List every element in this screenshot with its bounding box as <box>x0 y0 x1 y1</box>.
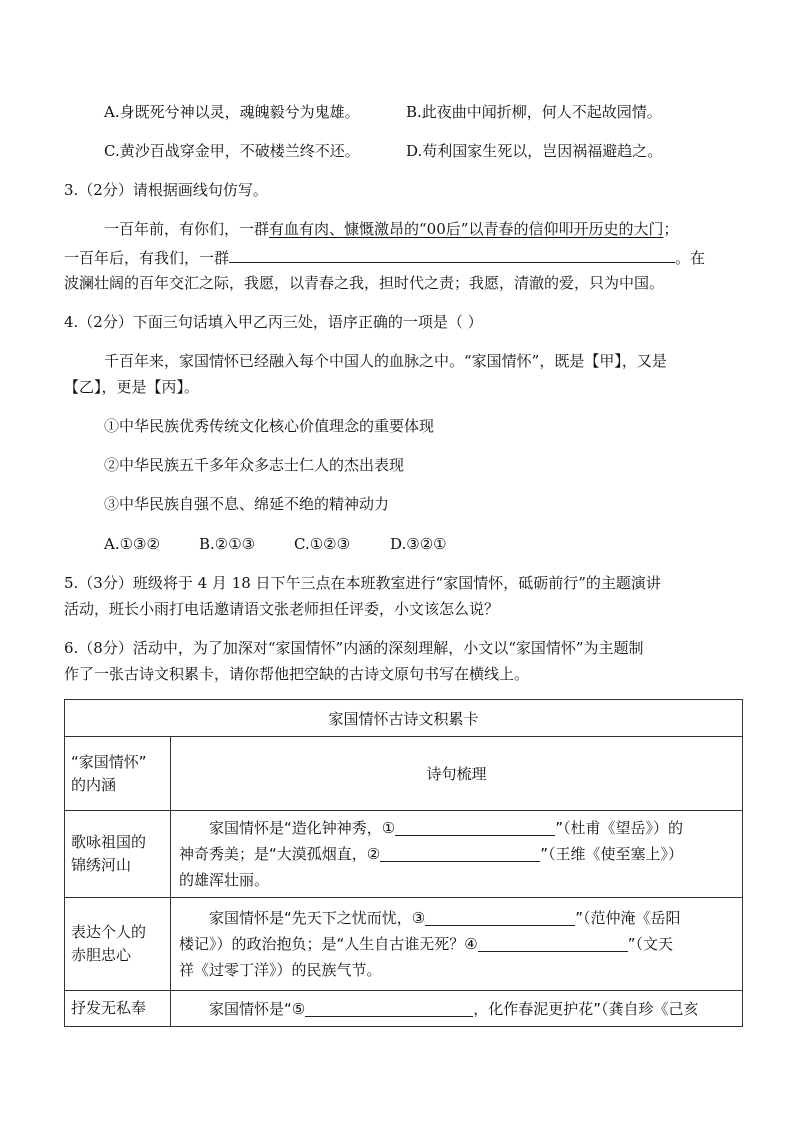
card-row-2-text-a: 家国情怀是“先天下之忧而忧，③ <box>209 909 426 927</box>
card-row-2-text-c: 楼记》）的政治抱负；是“人生自古谁无死？④ <box>179 935 478 953</box>
q5-line1: 5.（3分）班级将于 4 月 18 日下午三点在本班教室进行“家国情怀，砥砺前行”的主题演讲 <box>64 574 661 592</box>
card-row-3-label: 抒发无私奉 <box>65 991 171 1027</box>
q3-stem: 3.（2分）请根据画线句仿写。 <box>64 181 268 199</box>
card-header-left-line1: “家国情怀” <box>71 752 147 771</box>
q4-item-2: ②中华民族五千多年众多志士仁人的杰出表现 <box>104 456 405 474</box>
option-b: B.此夜曲中闻折柳，何人不起故园情。 <box>406 103 662 121</box>
q3-line2-pre: 一百年后，有我们，一群 <box>64 249 230 267</box>
card-header-left <box>65 737 171 811</box>
answer-blank-3[interactable] <box>425 908 575 926</box>
q4-stem: 4.（2分）下面三句话填入甲乙丙三处，语序正确的一项是（ ） <box>64 313 483 331</box>
q3-line2-post: 。在 <box>675 249 706 267</box>
answer-blank-5[interactable] <box>305 999 473 1017</box>
q4-item-1: ①中华民族优秀传统文化核心价值理念的重要体现 <box>104 417 435 435</box>
option-a: A.身既死兮神以灵，魂魄毅兮为鬼雄。 <box>104 103 360 121</box>
q6-line2: 作了一张古诗文积累卡，请你帮他把空缺的古诗文原句书写在横线上。 <box>64 665 530 683</box>
card-row-1-text-c: 神奇秀美；是“大漠孤烟直，② <box>179 845 381 863</box>
q6-line1: 6.（8分）活动中，为了加深对“家国情怀”内涵的深刻理解，小文以“家国情怀”为主题制 <box>64 639 644 657</box>
option-d: D.苟利国家生死以，岂因祸福避趋之。 <box>406 142 663 160</box>
option-c: C.黄沙百战穿金甲，不破楼兰终不还。 <box>104 142 360 160</box>
q3-line1 <box>104 219 678 239</box>
poetry-card-table <box>64 699 743 1027</box>
card-row-1-text-e: 的雄浑壮丽。 <box>179 871 270 889</box>
q5-line2: 活动，班长小雨打电话邀请语文张老师担任评委，小文该怎么说？ <box>64 600 500 618</box>
q3-underlined-sentence: 有血有肉、慷慨激昂的“00后”以青春的信仰叩开历史的大门 <box>269 220 664 238</box>
card-row-2-label-line1: 表达个人的 <box>71 923 147 941</box>
card-row-1-label-line1: 歌咏祖国的 <box>71 833 147 851</box>
card-row-1-content <box>171 811 743 898</box>
q3-line2 <box>64 246 705 268</box>
card-title: 家国情怀古诗文积累卡 <box>65 700 743 737</box>
q3-line1-pre: 一百年前，有你们，一群 <box>104 220 270 238</box>
card-row-3-content <box>171 991 743 1027</box>
card-row-1-label-line2: 锦绣河山 <box>71 856 132 874</box>
q4-option-c: C.①②③ <box>294 535 351 553</box>
card-row-2-label <box>65 898 171 991</box>
answer-blank-1[interactable] <box>395 818 555 836</box>
card-row-3-text-b: ，化作春泥更护花”（龚自珍《己亥 <box>473 999 699 1018</box>
card-row-1-text-b: ”（杜甫《望岳》）的 <box>555 819 684 837</box>
q4-option-a: A.①③② <box>104 535 160 553</box>
card-row-2-content <box>171 898 743 991</box>
card-row-2-label-line2: 赤胆忠心 <box>71 946 132 964</box>
card-row-1-label <box>65 811 171 898</box>
q3-line1-post: ； <box>663 220 679 238</box>
card-row-2-text-d: ”（文天 <box>627 935 674 953</box>
card-row-1-text-d: ”（王维《使至塞上》） <box>540 845 684 863</box>
card-row-2-text-b: ”（范仲淹《岳阳 <box>575 909 681 927</box>
card-row-3-text-a: 家国情怀是“⑤ <box>209 999 306 1018</box>
answer-blank-4[interactable] <box>478 934 628 952</box>
q3-line3: 波澜壮阔的百年交汇之际，我愿，以青春之我，担时代之责；我愿，清澈的爱，只为中国。 <box>64 274 665 292</box>
q3-answer-blank[interactable] <box>229 246 675 263</box>
q4-passage-line2: 【乙】，更是【丙】。 <box>64 378 200 396</box>
q4-option-d: D.③②① <box>390 535 447 553</box>
q4-passage-line1: 千百年来，家国情怀已经融入每个中国人的血脉之中。“家国情怀”，既是【甲】，又是 <box>104 352 667 370</box>
q4-item-3: ③中华民族自强不息、绵延不绝的精神动力 <box>104 495 390 513</box>
q4-option-b: B.②①③ <box>199 535 256 553</box>
answer-blank-2[interactable] <box>380 844 540 862</box>
card-header-right: 诗句梳理 <box>171 737 743 811</box>
card-header-left-line2: 的内涵 <box>71 775 117 794</box>
card-row-1-text-a: 家国情怀是“造化钟神秀，① <box>209 819 396 837</box>
card-row-2-text-e: 祥《过零丁洋》）的民族气节。 <box>179 961 382 979</box>
